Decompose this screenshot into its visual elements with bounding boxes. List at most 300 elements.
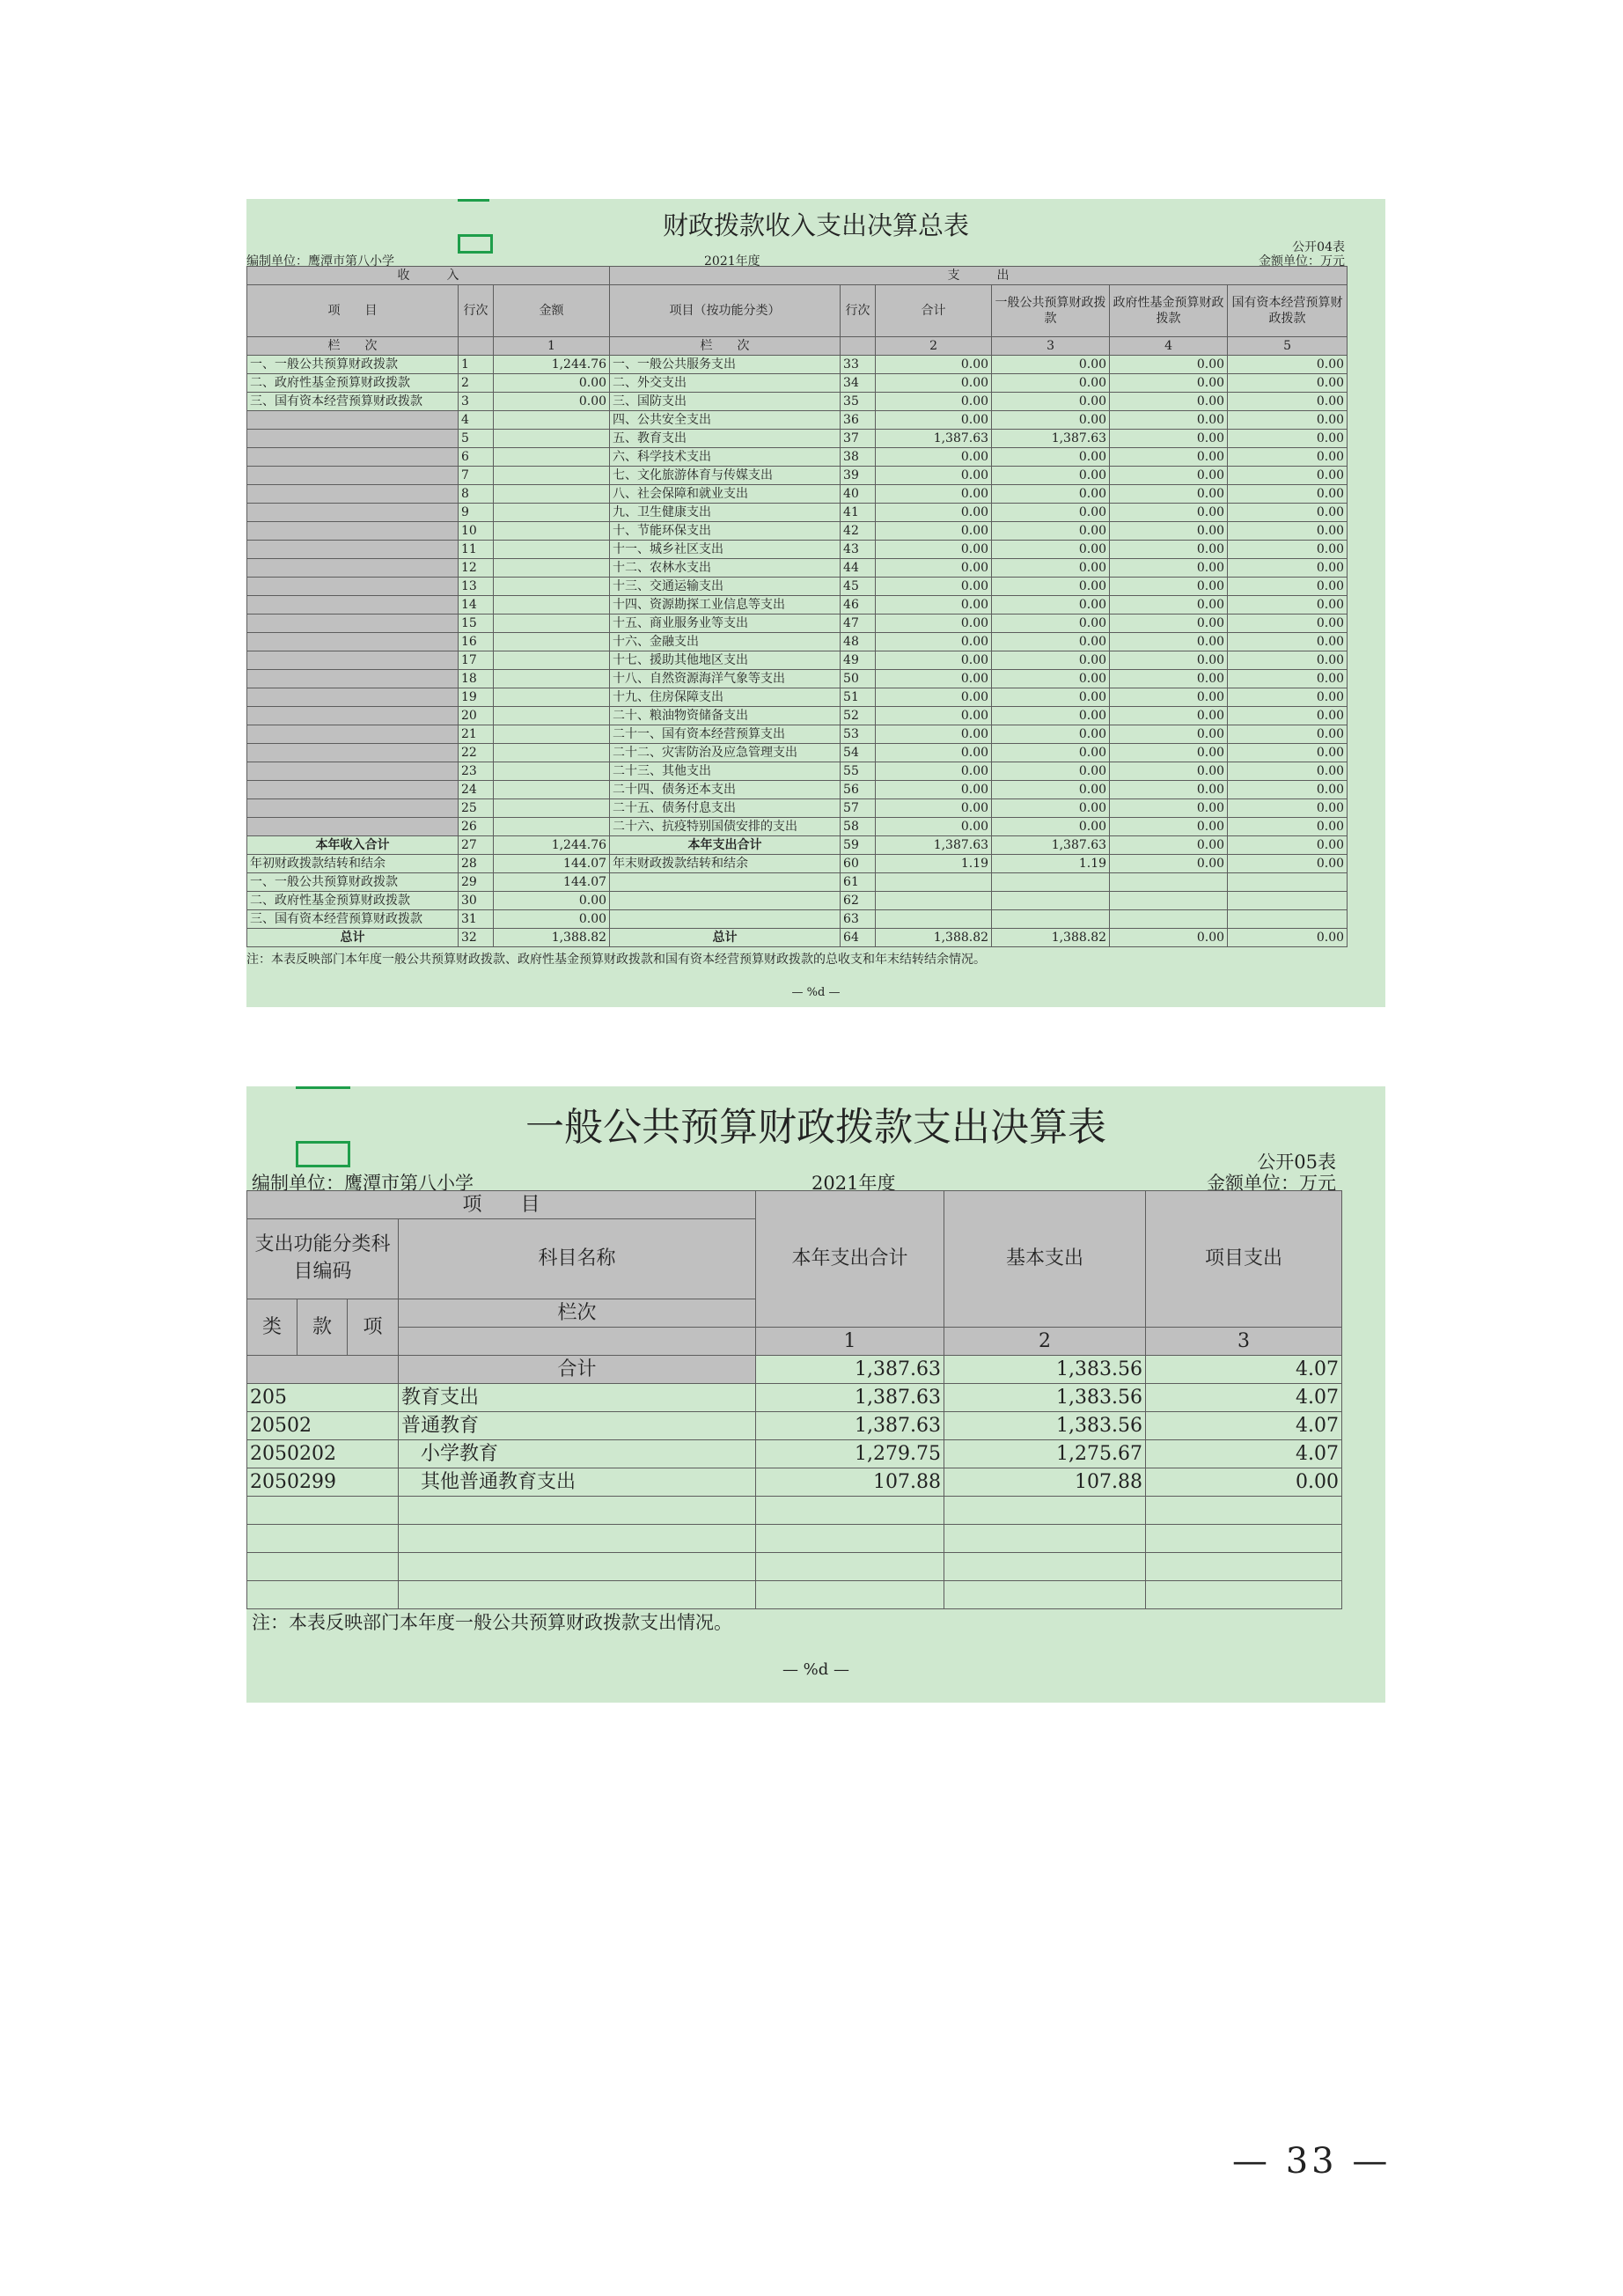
expense-item: 十三、交通运输支出 [610, 578, 841, 596]
expense-general: 0.00 [992, 614, 1110, 633]
row-basic: 1,275.67 [944, 1440, 1146, 1468]
income-line: 17 [459, 651, 494, 670]
income-amount [494, 614, 610, 633]
expense-state-capital: 0.00 [1228, 430, 1348, 448]
page-number: — 33 — [1232, 2141, 1392, 2182]
income-item [247, 596, 459, 614]
expense-gov-fund: 0.00 [1110, 559, 1228, 578]
expense-state-capital: 0.00 [1228, 356, 1348, 374]
expense-total: 0.00 [876, 411, 992, 430]
income-line: 14 [459, 596, 494, 614]
expense-line: 59 [841, 836, 876, 855]
column-number-row [247, 337, 1348, 356]
income-amount: 1,244.76 [494, 836, 610, 855]
expense-item: 总计 [610, 929, 841, 947]
expense-item: 十九、住房保障支出 [610, 688, 841, 707]
expense-total [876, 873, 992, 892]
expense-total: 0.00 [876, 633, 992, 651]
expense-header: 支 出 [610, 267, 1348, 285]
expense-total: 0.00 [876, 467, 992, 485]
expense-item: 四、公共安全支出 [610, 411, 841, 430]
row-project: 4.07 [1146, 1440, 1342, 1468]
expense-total [876, 892, 992, 910]
col-amount: 金额 [494, 285, 610, 337]
row-project [1146, 1497, 1342, 1525]
table-row [247, 541, 1348, 559]
expense-total: 0.00 [876, 744, 992, 762]
income-amount [494, 633, 610, 651]
col-total: 合计 [876, 285, 992, 337]
expense-gov-fund: 0.00 [1110, 374, 1228, 393]
expense-state-capital [1228, 873, 1348, 892]
expense-state-capital: 0.00 [1228, 707, 1348, 725]
expense-line: 44 [841, 559, 876, 578]
expense-total: 0.00 [876, 374, 992, 393]
colnum-label2: 栏 次 [610, 337, 841, 356]
expense-gov-fund: 0.00 [1110, 356, 1228, 374]
expense-line: 46 [841, 596, 876, 614]
general-budget-expense-table [246, 1190, 1342, 1609]
expense-gov-fund: 0.00 [1110, 448, 1228, 467]
expense-gov-fund: 0.00 [1110, 725, 1228, 744]
expense-total: 1,387.63 [876, 430, 992, 448]
income-line: 10 [459, 522, 494, 541]
expense-total: 1.19 [876, 855, 992, 873]
colnum-label: 栏 次 [247, 337, 459, 356]
expense-gov-fund [1110, 873, 1228, 892]
expense-line: 54 [841, 744, 876, 762]
income-line: 21 [459, 725, 494, 744]
table-row [247, 873, 1348, 892]
expense-gov-fund: 0.00 [1110, 855, 1228, 873]
income-line: 11 [459, 541, 494, 559]
expense-total: 0.00 [876, 541, 992, 559]
income-amount [494, 578, 610, 596]
func-code: 2050202 [247, 1440, 399, 1468]
colnum-2: 2 [944, 1328, 1146, 1356]
expense-general: 0.00 [992, 781, 1110, 799]
expense-total: 0.00 [876, 762, 992, 781]
expense-item: 十七、援助其他地区支出 [610, 651, 841, 670]
expense-item: 十、节能环保支出 [610, 522, 841, 541]
sheet2-unit-label: 编制单位：鹰潭市第八小学 [252, 1173, 474, 1194]
row-basic: 1,383.56 [944, 1412, 1146, 1440]
income-line: 2 [459, 374, 494, 393]
expense-line: 43 [841, 541, 876, 559]
income-item [247, 688, 459, 707]
expense-total: 0.00 [876, 688, 992, 707]
expense-line: 58 [841, 818, 876, 836]
col-xiang: 项 [348, 1299, 399, 1356]
income-item [247, 799, 459, 818]
expense-state-capital: 0.00 [1228, 596, 1348, 614]
income-line: 25 [459, 799, 494, 818]
sheet1-title: 财政拨款收入支出决算总表 [662, 210, 969, 240]
expense-state-capital: 0.00 [1228, 633, 1348, 651]
colnum-5: 5 [1228, 337, 1348, 356]
expense-line: 64 [841, 929, 876, 947]
sum-total: 1,387.63 [756, 1356, 944, 1384]
expense-state-capital: 0.00 [1228, 781, 1348, 799]
expense-item: 二十二、灾害防治及应急管理支出 [610, 744, 841, 762]
income-line: 13 [459, 578, 494, 596]
colnum-label: 栏次 [399, 1299, 756, 1328]
table-row [247, 651, 1348, 670]
table-row [247, 1581, 1342, 1609]
expense-state-capital: 0.00 [1228, 541, 1348, 559]
income-line: 22 [459, 744, 494, 762]
income-item [247, 781, 459, 799]
col-basic: 基本支出 [944, 1191, 1146, 1328]
income-amount [494, 559, 610, 578]
general-budget-expense-sheet [246, 1086, 1385, 1703]
expense-gov-fund: 0.00 [1110, 818, 1228, 836]
table-row [247, 855, 1348, 873]
expense-total: 0.00 [876, 504, 992, 522]
expense-state-capital: 0.00 [1228, 578, 1348, 596]
income-line: 23 [459, 762, 494, 781]
expense-general: 0.00 [992, 374, 1110, 393]
expense-item: 二十三、其他支出 [610, 762, 841, 781]
row-total [756, 1553, 944, 1581]
expense-total: 1,387.63 [876, 836, 992, 855]
income-item: 二、政府性基金预算财政拨款 [247, 892, 459, 910]
income-amount [494, 762, 610, 781]
income-item [247, 467, 459, 485]
expense-general: 0.00 [992, 504, 1110, 522]
income-line: 9 [459, 504, 494, 522]
income-amount: 1,244.76 [494, 356, 610, 374]
expense-gov-fund: 0.00 [1110, 578, 1228, 596]
income-item [247, 522, 459, 541]
table-row [247, 448, 1348, 467]
expense-line: 47 [841, 614, 876, 633]
column-header-row [247, 285, 1348, 337]
income-amount: 144.07 [494, 873, 610, 892]
sheet2-year: 2021年度 [812, 1173, 896, 1194]
income-amount [494, 744, 610, 762]
colnum-blank [459, 337, 494, 356]
income-line: 16 [459, 633, 494, 651]
colnum-blank2 [841, 337, 876, 356]
expense-state-capital: 0.00 [1228, 818, 1348, 836]
expense-line: 51 [841, 688, 876, 707]
income-item: 一、一般公共预算财政拨款 [247, 356, 459, 374]
expense-state-capital: 0.00 [1228, 688, 1348, 707]
colnum-3: 3 [1146, 1328, 1342, 1356]
expense-general: 0.00 [992, 578, 1110, 596]
expense-state-capital: 0.00 [1228, 411, 1348, 430]
income-line: 27 [459, 836, 494, 855]
sheet1-unit-label: 编制单位：鹰潭市第八小学 [246, 254, 394, 269]
row-basic: 1,383.56 [944, 1384, 1146, 1412]
table-row [247, 744, 1348, 762]
expense-state-capital: 0.00 [1228, 855, 1348, 873]
income-item [247, 725, 459, 744]
expense-gov-fund: 0.00 [1110, 541, 1228, 559]
expense-general: 1,388.82 [992, 929, 1110, 947]
expense-total: 0.00 [876, 448, 992, 467]
row-project [1146, 1553, 1342, 1581]
expense-item: 十四、资源勘探工业信息等支出 [610, 596, 841, 614]
expense-gov-fund: 0.00 [1110, 467, 1228, 485]
expense-general: 0.00 [992, 596, 1110, 614]
expense-general: 0.00 [992, 688, 1110, 707]
income-item: 二、政府性基金预算财政拨款 [247, 374, 459, 393]
expense-item: 十八、自然资源海洋气象等支出 [610, 670, 841, 688]
row-total: 1,387.63 [756, 1412, 944, 1440]
sheet-tab-marker [296, 1086, 350, 1089]
column-number-row [247, 1328, 1342, 1356]
col-general: 一般公共预算财政拨款 [992, 285, 1110, 337]
expense-gov-fund: 0.00 [1110, 504, 1228, 522]
colnum-2: 2 [876, 337, 992, 356]
table-row [247, 707, 1348, 725]
income-amount [494, 725, 610, 744]
expense-total: 0.00 [876, 707, 992, 725]
expense-item: 十六、金融支出 [610, 633, 841, 651]
expense-item: 十一、城乡社区支出 [610, 541, 841, 559]
income-line: 12 [459, 559, 494, 578]
expense-item: 本年支出合计 [610, 836, 841, 855]
expense-gov-fund: 0.00 [1110, 651, 1228, 670]
income-item [247, 651, 459, 670]
income-line: 19 [459, 688, 494, 707]
income-amount [494, 467, 610, 485]
sheet2-title: 一般公共预算财政拨款支出决算表 [525, 1105, 1106, 1150]
func-code: 205 [247, 1384, 399, 1412]
col-lei: 类 [247, 1299, 297, 1356]
expense-item [610, 873, 841, 892]
expense-item: 二十四、债务还本支出 [610, 781, 841, 799]
colnum-1: 1 [756, 1328, 944, 1356]
income-item: 年初财政拨款结转和结余 [247, 855, 459, 873]
table-row [247, 1525, 1342, 1553]
func-code [247, 1497, 399, 1525]
colnum-4: 4 [1110, 337, 1228, 356]
income-line: 8 [459, 485, 494, 504]
table-row [247, 1468, 1342, 1497]
expense-item: 五、教育支出 [610, 430, 841, 448]
expense-total: 0.00 [876, 485, 992, 504]
table-row [247, 799, 1348, 818]
expense-item [610, 910, 841, 929]
income-line: 31 [459, 910, 494, 929]
expense-general: 0.00 [992, 356, 1110, 374]
expense-line: 57 [841, 799, 876, 818]
table-row [247, 892, 1348, 910]
expense-state-capital: 0.00 [1228, 762, 1348, 781]
expense-total: 0.00 [876, 799, 992, 818]
subject-name [399, 1497, 756, 1525]
expense-line: 35 [841, 393, 876, 411]
income-line: 29 [459, 873, 494, 892]
expense-line: 37 [841, 430, 876, 448]
income-item [247, 633, 459, 651]
section-header-row [247, 267, 1348, 285]
expense-state-capital: 0.00 [1228, 374, 1348, 393]
expense-total [876, 910, 992, 929]
col-project: 项目支出 [1146, 1191, 1342, 1328]
income-line: 5 [459, 430, 494, 448]
expense-total: 1,388.82 [876, 929, 992, 947]
col-line: 行次 [459, 285, 494, 337]
income-amount [494, 522, 610, 541]
expense-gov-fund: 0.00 [1110, 762, 1228, 781]
row-basic [944, 1553, 1146, 1581]
expense-item: 二十六、抗疫特别国债安排的支出 [610, 818, 841, 836]
expense-item: 一、一般公共服务支出 [610, 356, 841, 374]
income-amount [494, 670, 610, 688]
expense-total: 0.00 [876, 393, 992, 411]
table-row [247, 467, 1348, 485]
expense-general: 1,387.63 [992, 836, 1110, 855]
expense-state-capital: 0.00 [1228, 467, 1348, 485]
expense-line: 50 [841, 670, 876, 688]
expense-line: 39 [841, 467, 876, 485]
sum-project: 4.07 [1146, 1356, 1342, 1384]
income-item [247, 448, 459, 467]
subject-name [399, 1553, 756, 1581]
expense-line: 45 [841, 578, 876, 596]
col-func-code: 支出功能分类科目编码 [247, 1219, 399, 1299]
expense-general: 0.00 [992, 818, 1110, 836]
expense-total: 0.00 [876, 725, 992, 744]
expense-state-capital: 0.00 [1228, 670, 1348, 688]
expense-item: 年末财政拨款结转和结余 [610, 855, 841, 873]
expense-general: 0.00 [992, 762, 1110, 781]
expense-item: 三、国防支出 [610, 393, 841, 411]
income-item: 本年收入合计 [247, 836, 459, 855]
expense-line: 52 [841, 707, 876, 725]
expense-line: 61 [841, 873, 876, 892]
expense-state-capital: 0.00 [1228, 744, 1348, 762]
row-basic: 107.88 [944, 1468, 1146, 1497]
income-item: 总计 [247, 929, 459, 947]
expense-general: 1,387.63 [992, 430, 1110, 448]
income-amount: 0.00 [494, 393, 610, 411]
expense-general: 0.00 [992, 485, 1110, 504]
row-total [756, 1497, 944, 1525]
income-item [247, 559, 459, 578]
colnum-label-blank [399, 1328, 756, 1356]
expense-item: 二十一、国有资本经营预算支出 [610, 725, 841, 744]
expense-total: 0.00 [876, 596, 992, 614]
table-row [247, 356, 1348, 374]
expense-line: 38 [841, 448, 876, 467]
expense-total: 0.00 [876, 818, 992, 836]
row-project [1146, 1525, 1342, 1553]
income-line: 26 [459, 818, 494, 836]
expense-state-capital: 0.00 [1228, 929, 1348, 947]
income-item [247, 707, 459, 725]
expense-state-capital: 0.00 [1228, 651, 1348, 670]
expense-line: 63 [841, 910, 876, 929]
expense-total: 0.00 [876, 781, 992, 799]
income-line: 28 [459, 855, 494, 873]
income-amount [494, 651, 610, 670]
income-item: 三、国有资本经营预算财政拨款 [247, 393, 459, 411]
expense-state-capital: 0.00 [1228, 485, 1348, 504]
row-basic [944, 1497, 1146, 1525]
income-item: 一、一般公共预算财政拨款 [247, 873, 459, 892]
expense-general: 0.00 [992, 744, 1110, 762]
expense-line: 41 [841, 504, 876, 522]
income-item [247, 430, 459, 448]
expense-total: 0.00 [876, 522, 992, 541]
income-amount: 144.07 [494, 855, 610, 873]
expense-item: 七、文化旅游体育与传媒支出 [610, 467, 841, 485]
fiscal-summary-sheet [246, 199, 1385, 1007]
func-code: 2050299 [247, 1468, 399, 1497]
income-item [247, 762, 459, 781]
table-row [247, 633, 1348, 651]
subject-name: 其他普通教育支出 [399, 1468, 756, 1497]
sheet1-amount-unit: 金额单位：万元 [1259, 254, 1345, 269]
income-amount [494, 818, 610, 836]
expense-general: 1.19 [992, 855, 1110, 873]
income-amount [494, 411, 610, 430]
income-header: 收 入 [247, 267, 610, 285]
row-project [1146, 1581, 1342, 1609]
income-amount [494, 707, 610, 725]
fiscal-summary-table [246, 266, 1348, 947]
income-line: 4 [459, 411, 494, 430]
income-amount [494, 799, 610, 818]
expense-line: 55 [841, 762, 876, 781]
expense-gov-fund: 0.00 [1110, 929, 1228, 947]
expense-total: 0.00 [876, 614, 992, 633]
col-subject-name: 科目名称 [399, 1219, 756, 1299]
table-row [247, 504, 1348, 522]
row-basic [944, 1581, 1146, 1609]
income-item [247, 541, 459, 559]
col-total: 本年支出合计 [756, 1191, 944, 1328]
expense-line: 62 [841, 892, 876, 910]
income-item [247, 485, 459, 504]
income-item [247, 578, 459, 596]
income-amount: 0.00 [494, 374, 610, 393]
income-line: 24 [459, 781, 494, 799]
sheet2-note: 注：本表反映部门本年度一般公共预算财政拨款支出情况。 [252, 1612, 732, 1633]
income-amount [494, 448, 610, 467]
func-code [247, 1553, 399, 1581]
expense-general: 0.00 [992, 670, 1110, 688]
expense-state-capital: 0.00 [1228, 836, 1348, 855]
table-row [247, 411, 1348, 430]
expense-item: 二十五、债务付息支出 [610, 799, 841, 818]
sheet1-note: 注：本表反映部门本年度一般公共预算财政拨款、政府性基金预算财政拨款和国有资本经营预算财政拨款的总收支和年末结转结余情况。 [246, 953, 986, 967]
expense-gov-fund: 0.00 [1110, 485, 1228, 504]
col-item: 项 目 [247, 1191, 756, 1219]
expense-line: 53 [841, 725, 876, 744]
row-total [756, 1581, 944, 1609]
table-row [247, 1384, 1342, 1412]
expense-item: 十五、商业服务业等支出 [610, 614, 841, 633]
table-row [247, 430, 1348, 448]
expense-gov-fund: 0.00 [1110, 522, 1228, 541]
sheet1-page-placeholder: — %d — [791, 986, 841, 999]
sum-code-blank [247, 1356, 399, 1384]
subject-name [399, 1581, 756, 1609]
expense-total: 0.00 [876, 559, 992, 578]
sheet2-form-code: 公开05表 [1257, 1152, 1336, 1173]
table-row [247, 670, 1348, 688]
expense-general: 0.00 [992, 411, 1110, 430]
table-row [247, 578, 1348, 596]
subject-name: 小学教育 [399, 1440, 756, 1468]
func-code [247, 1525, 399, 1553]
